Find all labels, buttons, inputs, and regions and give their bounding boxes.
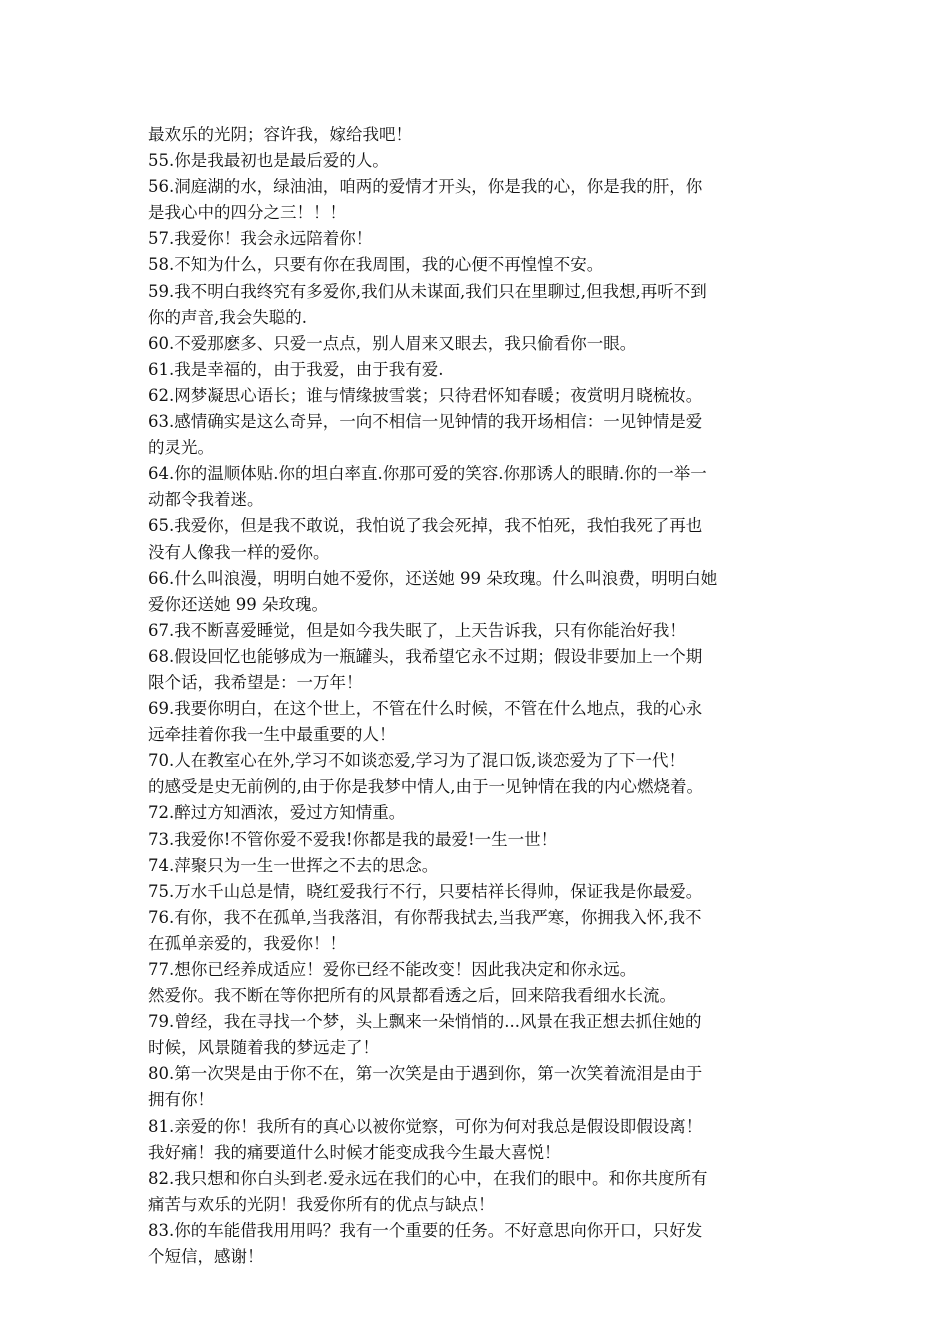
text-line: 70.人在教室心在外,学习不如谈恋爱,学习为了混口饭,谈恋爱为了下一代！: [148, 751, 685, 771]
text-line: 你的声音,我会失聪的.: [148, 307, 307, 327]
text-line: 然爱你。我不断在等你把所有的风景都看透之后，回来陪我看细水长流。: [148, 986, 676, 1006]
text-line: 个短信，感谢！: [148, 1247, 264, 1267]
text-line: 是我心中的四分之三！！！: [148, 203, 346, 223]
text-line: 55.你是我最初也是最后爱的人。: [148, 151, 389, 171]
text-line: 64.你的温顺体贴.你的坦白率直.你那可爱的笑容.你那诱人的眼睛.你的一举一: [148, 464, 707, 484]
text-line: 拥有你！: [148, 1090, 214, 1110]
text-line: 58.不知为什么，只要有你在我周围，我的心便不再惶惶不安。: [148, 255, 604, 275]
text-line: 66.什么叫浪漫，明明白她不爱你，还送她 99 朵玫瑰。什么叫浪费，明明白她: [148, 568, 718, 588]
text-line: 最欢乐的光阴；容许我，嫁给我吧！: [148, 125, 412, 144]
text-line: 的灵光。: [148, 438, 214, 458]
text-line: 74.萍聚只为一生一世挥之不去的思念。: [148, 855, 439, 875]
text-line: 爱你还送她 99 朵玫瑰。: [148, 594, 328, 614]
text-line: 73.我爱你!不管你爱不爱我!你都是我的最爱!一生一世！: [148, 829, 558, 849]
text-line: 限个话，我希望是：一万年！: [148, 672, 363, 692]
document-body: [148, 122, 800, 1270]
text-line: 80.第一次哭是由于你不在，第一次笑是由于遇到你，第一次笑着流泪是由于: [148, 1064, 703, 1084]
text-line: 75.万水千山总是情，晓红爱我行不行，只要桔祥长得帅，保证我是你最爱。: [148, 881, 703, 901]
text-line: 69.我要你明白，在这个世上，不管在什么时候，不管在什么地点，我的心永: [148, 699, 703, 719]
text-line: 67.我不断喜爱睡觉，但是如今我失眠了，上天告诉我，只有你能治好我！: [148, 620, 686, 640]
text-line: 没有人像我一样的爱你。: [148, 542, 330, 562]
text-line: 动都令我着迷。: [148, 490, 264, 510]
text-line: 82.我只想和你白头到老.爱永远在我们的心中，在我们的眼中。和你共度所有: [148, 1168, 708, 1188]
text-line: 痛苦与欢乐的光阴！我爱你所有的优点与缺点！: [148, 1194, 495, 1214]
text-line: 62.网梦凝思心语长；谁与情缘披雪裳；只待君怀知春暖；夜赏明月晓梳妆。: [148, 385, 703, 405]
text-line: 61.我是幸福的，由于我爱，由于我有爱.: [148, 359, 444, 379]
text-line: 我好痛！我的痛要道什么时候才能变成我今生最大喜悦！: [148, 1142, 561, 1162]
text-line: 81.亲爱的你！我所有的真心以被你觉察，可你为何对我总是假设即假设离！: [148, 1116, 703, 1136]
text-line: 63.感情确实是这么奇异，一向不相信一见钟情的我开场相信：一见钟情是爱: [148, 412, 703, 432]
text-line: 在孤单亲爱的，我爱你！！: [148, 933, 346, 953]
text-line: 76.有你，我不在孤单,当我落泪，有你帮我拭去,当我严寒，你拥我入怀,我不: [148, 907, 702, 927]
text-line: 77.想你已经养成适应！爱你已经不能改变！因此我决定和你永远。: [148, 960, 637, 979]
text-line: 60.不爱那麽多、只爱一点点，别人眉来又眼去，我只偷看你一眼。: [148, 333, 637, 353]
text-line: 68.假设回忆也能够成为一瓶罐头，我希望它永不过期；假设非要加上一个期: [148, 646, 703, 666]
text-line: 65.我爱你，但是我不敢说，我怕说了我会死掉，我不怕死，我怕我死了再也: [148, 516, 703, 536]
text-line: 83.你的车能借我用用吗？我有一个重要的任务。不好意思向你开口，只好发: [148, 1220, 703, 1240]
text-line: 时候，风景随着我的梦远走了！: [148, 1038, 379, 1058]
text-line: 的感受是史无前例的,由于你是我梦中情人,由于一见钟情在我的内心燃烧着。: [148, 777, 703, 797]
text-line: 57.我爱你！我会永远陪着你！: [148, 229, 373, 249]
text-line: 72.醉过方知酒浓，爱过方知情重。: [148, 803, 406, 823]
text-line: 56.洞庭湖的水，绿油油，咱两的爱情才开头，你是我的心，你是我的肝，你: [148, 177, 703, 197]
text-line: 59.我不明白我终究有多爱你,我们从未谋面,我们只在里聊过,但我想,再听不到: [148, 281, 707, 301]
text-line: 远牵挂着你我一生中最重要的人！: [148, 725, 396, 745]
text-line: 79.曾经，我在寻找一个梦，头上飘来一朵悄悄的...风景在我正想去抓住她的: [148, 1012, 702, 1032]
